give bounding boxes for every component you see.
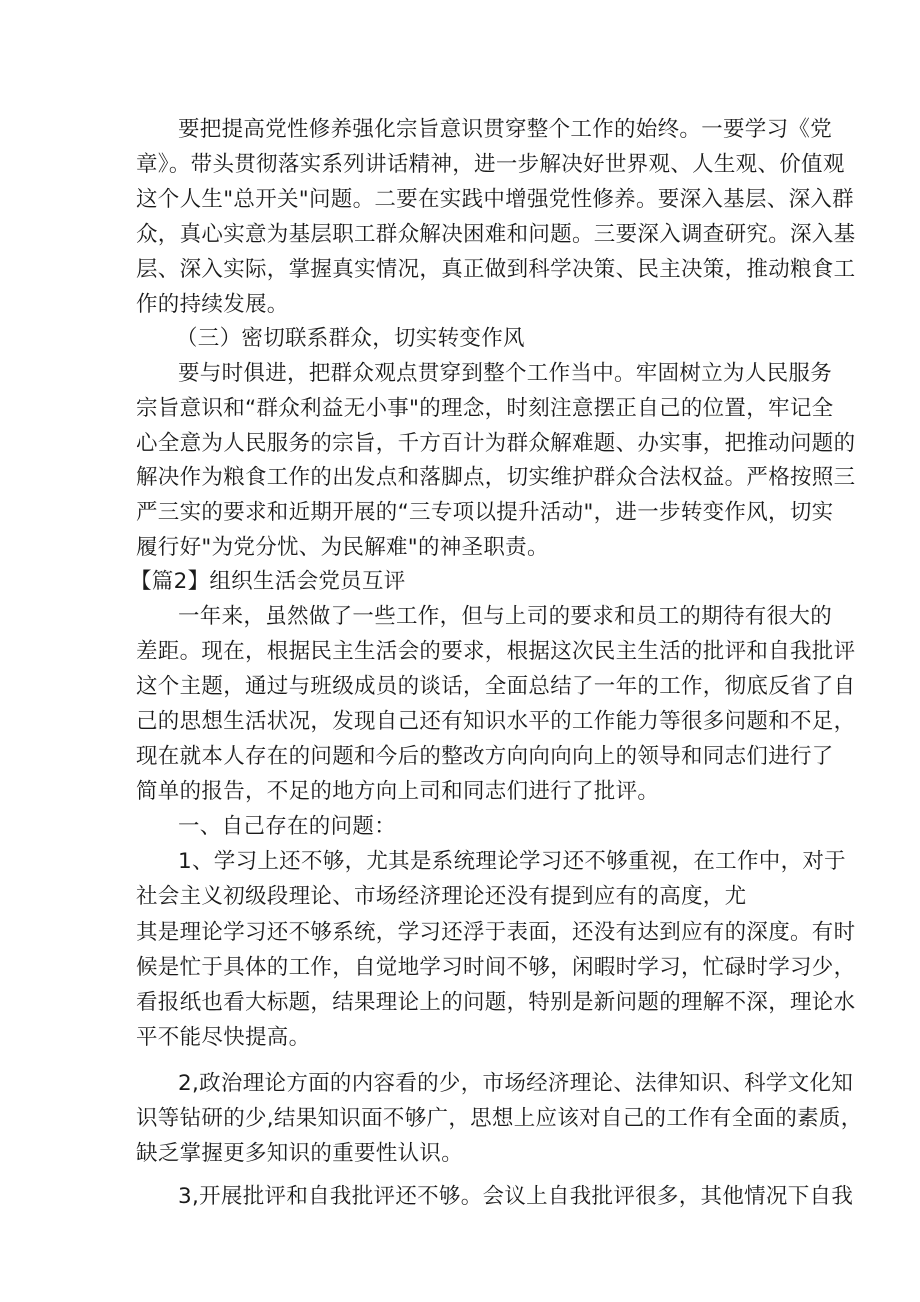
- paragraph-line: 解决作为粮食工作的出发点和落脚点，切实维护群众合法权益。严格按照三: [136, 465, 856, 490]
- paragraph-line: 作的持续发展。: [136, 292, 289, 317]
- paragraph-line: 识等钻研的少,结果知识面不够广，思想上应该对自己的工作有全面的素质，: [136, 1106, 863, 1131]
- section-subheading: （三）密切联系群众，切实转变作风: [176, 326, 525, 351]
- paragraph-line: 要把提高党性修养强化宗旨意识贯穿整个工作的始终。一要学习《党: [178, 117, 833, 142]
- paragraph-line: 众，真心实意为基层职工群众解决困难和问题。三要深入调查研究。深入基: [136, 222, 856, 247]
- section-heading: 【篇2】组织生活会党员互评: [130, 569, 406, 594]
- paragraph-line: 其是理论学习还不够系统，学习还浮于表面，还没有达到应有的深度。有时: [136, 920, 856, 945]
- paragraph-line: 己的思想生活状况，发现自己还有知识水平的工作能力等很多问题和不足，: [136, 709, 856, 734]
- paragraph-line: 候是忙于具体的工作，自觉地学习时间不够，闲暇时学习，忙碌时学习少，: [136, 955, 856, 980]
- paragraph-line: 这个主题，通过与班级成员的谈话，全面总结了一年的工作，彻底反省了自: [136, 674, 856, 699]
- section-subheading: 一、自己存在的问题：: [178, 814, 397, 839]
- paragraph-line: 要与时俱进，把群众观点贯穿到整个工作当中。牢固树立为人民服务: [178, 361, 833, 386]
- paragraph-line: 这个人生"总开关"问题。二要在实践中增强党性修养。要深入基层、深入群: [136, 187, 854, 212]
- paragraph-line: 差距。现在，根据民主生活会的要求，根据这次民主生活的批评和自我批评: [136, 639, 856, 664]
- paragraph-line: 严三实的要求和近期开展的“三专项以提升活动"，进一步转变作风，切实: [136, 500, 834, 525]
- paragraph-line: 1、学习上还不够，尤其是系统理论学习还不够重视，在工作中，对于: [178, 849, 846, 874]
- paragraph-line: 平不能尽快提高。: [136, 1025, 311, 1050]
- paragraph-line: 2,政治理论方面的内容看的少，市场经济理论、法律知识、科学文化知: [178, 1071, 854, 1096]
- paragraph-line: 缺乏掌握更多知识的重要性认识。: [136, 1141, 464, 1166]
- paragraph-line: 宗旨意识和“群众利益无小事"的理念，时刻注意摆正自己的位置，牢记全: [136, 396, 834, 421]
- paragraph-line: 3,开展批评和自我批评还不够。会议上自我批评很多，其他情况下自我: [178, 1184, 854, 1209]
- paragraph-line: 心全意为人民服务的宗旨，千方百计为群众解难题、办实事，把推动问题的: [136, 431, 856, 456]
- paragraph-line: 履行好"为党分忧、为民解难"的神圣职责。: [136, 535, 549, 560]
- paragraph-line: 社会主义初级段理论、市场经济理论还没有提到应有的高度，尤: [136, 884, 747, 909]
- paragraph-line: 现在就本人存在的问题和今后的整改方向向向向上的领导和同志们进行了: [136, 744, 834, 769]
- paragraph-line: 一年来，虽然做了一些工作，但与上司的要求和员工的期待有很大的: [178, 604, 833, 629]
- paragraph-line: 章》。带头贯彻落实系列讲话精神，进一步解决好世界观、人生观、价值观: [136, 152, 845, 177]
- paragraph-line: 简单的报告，不足的地方向上司和同志们进行了批评。: [136, 779, 660, 804]
- paragraph-line: 层、深入实际，掌握真实情况，真正做到科学决策、民主决策，推动粮食工: [136, 257, 856, 282]
- paragraph-line: 看报纸也看大标题，结果理论上的问题，特别是新问题的理解不深，理论水: [136, 990, 856, 1015]
